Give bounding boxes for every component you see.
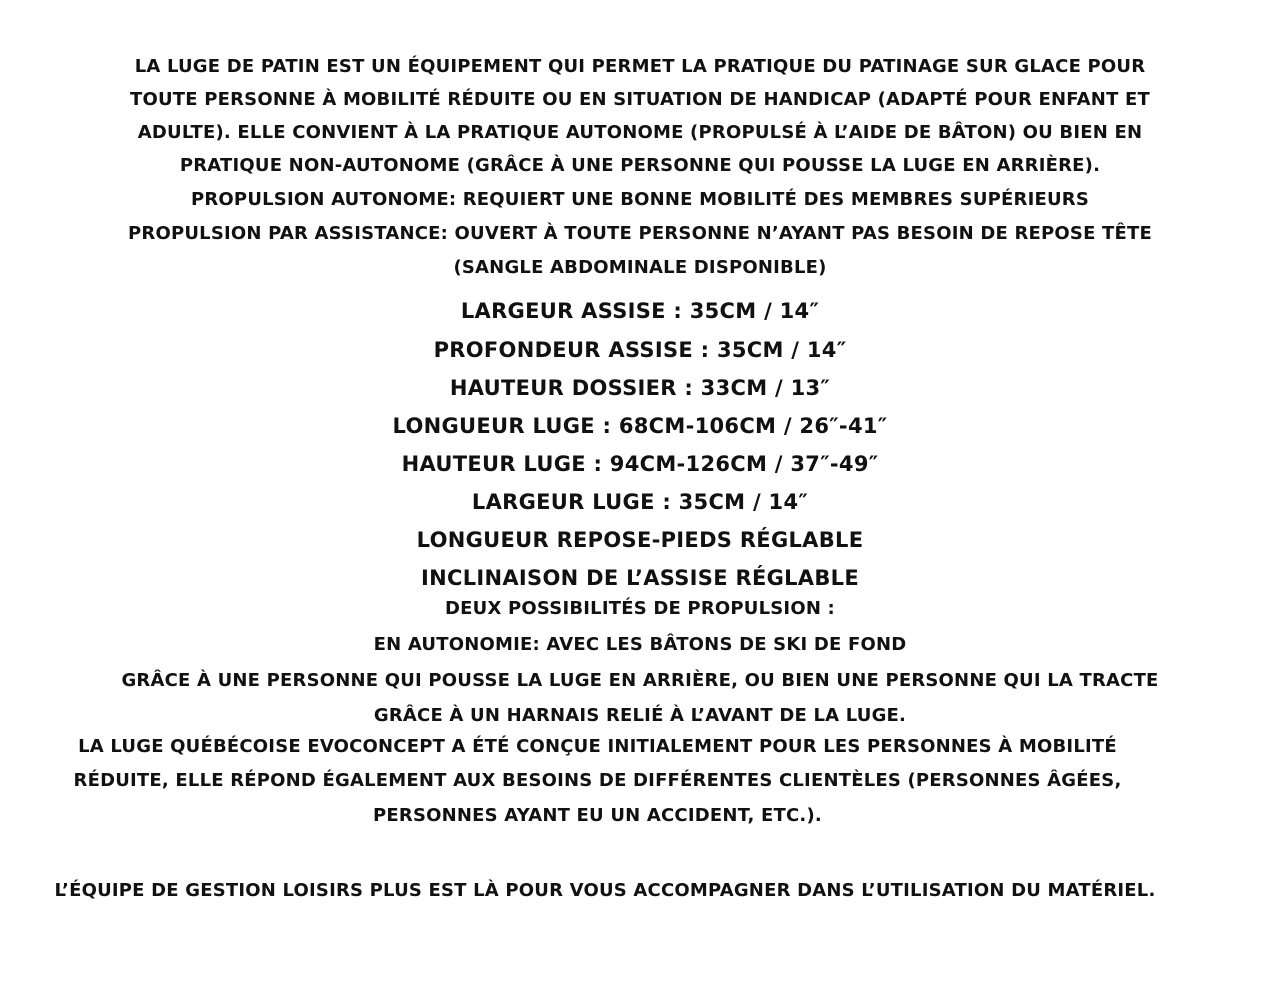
about-line-2: RÉDUITE, ELLE RÉPOND ÉGALEMENT AUX BESOINS DE DIFFÉRENTES CLIENTÈLES (PERSONNES ÂGÉES,: [73, 770, 1122, 791]
intro-line-5: PROPULSION AUTONOME: REQUIERT UNE BONNE MOBILITÉ DES MEMBRES SUPÉRIEURS: [190, 189, 1090, 210]
propulsion-option-1: EN AUTONOMIE: AVEC LES BÂTONS DE SKI DE FOND: [373, 634, 907, 655]
spec-sled-length: LONGUEUR LUGE : 68CM-106CM / 26″-41″: [392, 414, 888, 438]
intro-line-2: TOUTE PERSONNE À MOBILITÉ RÉDUITE OU EN SITUATION DE HANDICAP (ADAPTÉ POUR ENFANT ET: [130, 89, 1150, 110]
about-line-1: LA LUGE QUÉBÉCOISE EVOCONCEPT A ÉTÉ CONÇUE INITIALEMENT POUR LES PERSONNES À MOBILITÉ: [78, 736, 1117, 757]
spec-seat-width: LARGEUR ASSISE : 35CM / 14″: [460, 299, 820, 323]
intro-line-1: LA LUGE DE PATIN EST UN ÉQUIPEMENT QUI PERMET LA PRATIQUE DU PATINAGE SUR GLACE POUR: [134, 56, 1146, 77]
propulsion-option-2-line-2: GRÂCE À UN HARNAIS RELIÉ À L’AVANT DE LA LUGE.: [373, 705, 907, 726]
spec-backrest-height: HAUTEUR DOSSIER : 33CM / 13″: [449, 376, 831, 400]
spec-seat-incline: INCLINAISON DE L’ASSISE RÉGLABLE: [421, 566, 859, 590]
about-line-3: PERSONNES AYANT EU UN ACCIDENT, ETC.).: [373, 805, 822, 826]
intro-line-3: ADULTE). ELLE CONVIENT À LA PRATIQUE AUTONOME (PROPULSÉ À L’AIDE DE BÂTON) OU BIEN EN: [137, 122, 1143, 143]
intro-line-4: PRATIQUE NON-AUTONOME (GRÂCE À UNE PERSONNE QUI POUSSE LA LUGE EN ARRIÈRE).: [179, 155, 1101, 176]
intro-line-7: (SANGLE ABDOMINALE DISPONIBLE): [453, 257, 827, 278]
spec-sled-width: LARGEUR LUGE : 35CM / 14″: [471, 490, 809, 514]
propulsion-heading: DEUX POSSIBILITÉS DE PROPULSION :: [445, 598, 835, 619]
spec-footrest-length: LONGUEUR REPOSE-PIEDS RÉGLABLE: [416, 528, 864, 552]
intro-line-6: PROPULSION PAR ASSISTANCE: OUVERT À TOUTE PERSONNE N’AYANT PAS BESOIN DE REPOSE TÊTE: [128, 223, 1152, 244]
propulsion-option-2-line-1: GRÂCE À UNE PERSONNE QUI POUSSE LA LUGE EN ARRIÈRE, OU BIEN UNE PERSONNE QUI LA TRACTE: [121, 670, 1159, 691]
footer-note: L’ÉQUIPE DE GESTION LOISIRS PLUS EST LÀ POUR VOUS ACCOMPAGNER DANS L’UTILISATION DU MATÉRIEL.: [54, 880, 1156, 901]
spec-sled-height: HAUTEUR LUGE : 94CM-126CM / 37″-49″: [401, 452, 879, 476]
spec-seat-depth: PROFONDEUR ASSISE : 35CM / 14″: [433, 338, 847, 362]
